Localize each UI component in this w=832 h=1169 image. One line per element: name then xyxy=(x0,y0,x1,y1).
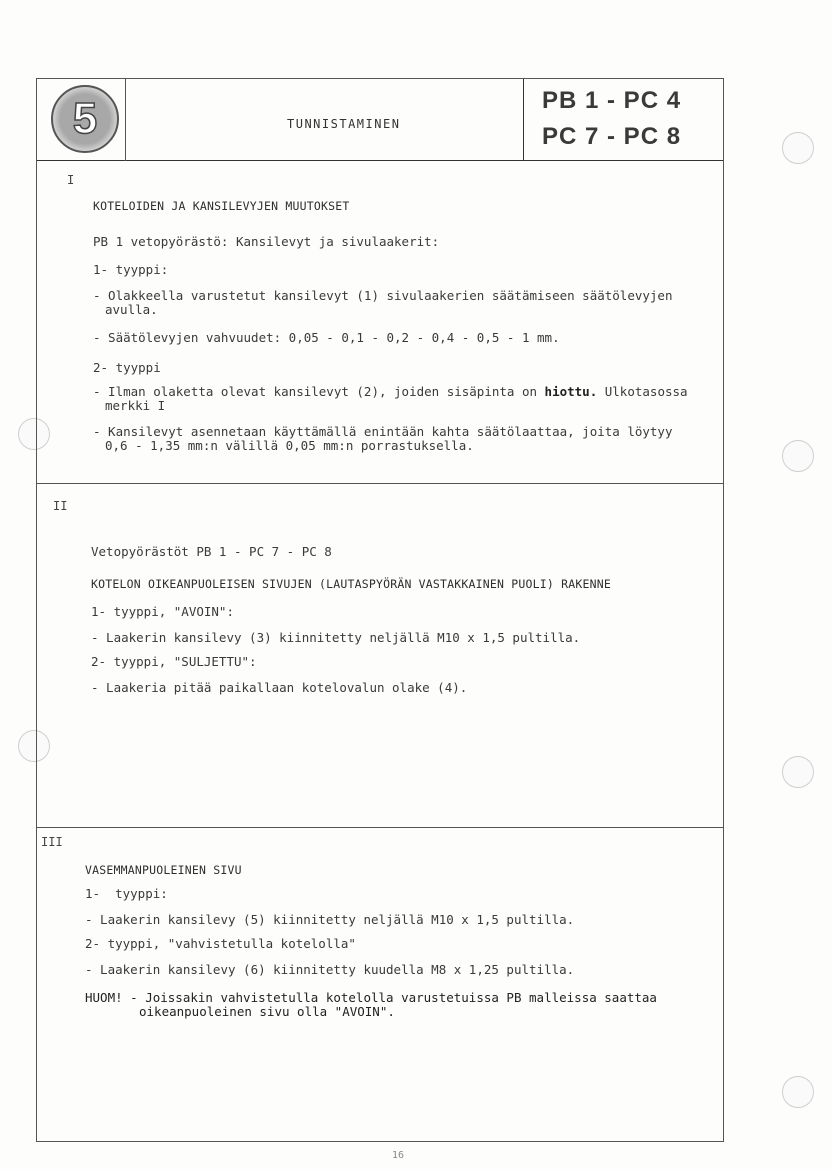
list-item: - Kansilevyt asennetaan käyttämällä enintään kahta säätölaattaa, joita löytyy xyxy=(93,424,673,439)
section-divider xyxy=(37,827,723,828)
type-label: 1- tyyppi: xyxy=(93,262,169,277)
page-title: TUNNISTAMINEN xyxy=(287,117,401,131)
list-item xyxy=(93,385,688,399)
type-label: 1- tyyppi, "AVOIN": xyxy=(91,604,234,619)
type-label: 1- tyyppi: xyxy=(85,886,168,901)
page-header xyxy=(37,79,723,161)
type-label: 2- tyyppi, "vahvistetulla kotelolla" xyxy=(85,936,356,951)
section-number: III xyxy=(41,835,63,849)
section-number: I xyxy=(67,173,75,187)
page-number: 16 xyxy=(392,1150,405,1161)
model-range-1: PB 1 - PC 4 xyxy=(542,87,682,114)
section-divider xyxy=(37,483,723,484)
model-range-2: PC 7 - PC 8 xyxy=(542,123,682,150)
list-item: - Laakerin kansilevy (6) kiinnitetty kuudella M8 x 1,25 pultilla. xyxy=(85,962,575,977)
list-item: - Olakkeella varustetut kansilevyt (1) sivulaakerien säätämiseen säätölevyjen xyxy=(93,288,673,303)
list-item: - Laakerin kansilevy (3) kiinnitetty neljällä M10 x 1,5 pultilla. xyxy=(91,630,581,645)
list-item-continued: merkki I xyxy=(105,398,166,413)
list-item-continued: avulla. xyxy=(105,302,158,317)
list-item-text: - Ilman olaketta olevat kansilevyt (2), joiden sisäpinta on xyxy=(93,384,545,399)
section-subheading: PB 1 vetopyörästö: Kansilevyt ja sivulaakerit: xyxy=(93,234,440,249)
list-item: - Laakeria pitää paikallaan kotelovalun olake (4). xyxy=(91,680,468,695)
section-number: II xyxy=(53,499,68,513)
manual-page xyxy=(36,78,724,1142)
list-item-continued: 0,6 - 1,35 mm:n välillä 0,05 mm:n porrastuksella. xyxy=(105,438,474,453)
list-item: - Laakerin kansilevy (5) kiinnitetty neljällä M10 x 1,5 pultilla. xyxy=(85,912,575,927)
section-heading: VASEMMANPUOLEINEN SIVU xyxy=(85,863,242,877)
header-divider xyxy=(125,79,126,161)
binder-hole xyxy=(782,1076,814,1108)
models-box xyxy=(523,79,723,161)
section-heading: KOTELOIDEN JA KANSILEVYJEN MUUTOKSET xyxy=(93,199,350,213)
note-continued: oikeanpuoleinen sivu olla "AVOIN". xyxy=(139,1004,395,1019)
section-heading: KOTELON OIKEANPUOLEISEN SIVUJEN (LAUTASPYÖRÄN VASTAKKAINEN PUOLI) RAKENNE xyxy=(91,577,612,591)
chapter-number: 5 xyxy=(72,94,98,143)
type-label: 2- tyyppi xyxy=(93,360,161,375)
binder-hole xyxy=(782,440,814,472)
emphasized-word: hiottu. xyxy=(544,384,598,399)
list-item: - Säätölevyjen vahvuudet: 0,05 - 0,1 - 0,2 - 0,4 - 0,5 - 1 mm. xyxy=(93,330,560,345)
section-subheading: Vetopyörästöt PB 1 - PC 7 - PC 8 xyxy=(91,544,332,559)
list-item-text: Ulkotasossa xyxy=(597,384,688,399)
chapter-badge xyxy=(51,85,119,153)
binder-hole xyxy=(782,132,814,164)
binder-hole xyxy=(782,756,814,788)
note: HUOM! - Joissakin vahvistetulla kotelolla varustetuissa PB malleissa saattaa xyxy=(85,990,657,1005)
type-label: 2- tyyppi, "SULJETTU": xyxy=(91,654,257,669)
